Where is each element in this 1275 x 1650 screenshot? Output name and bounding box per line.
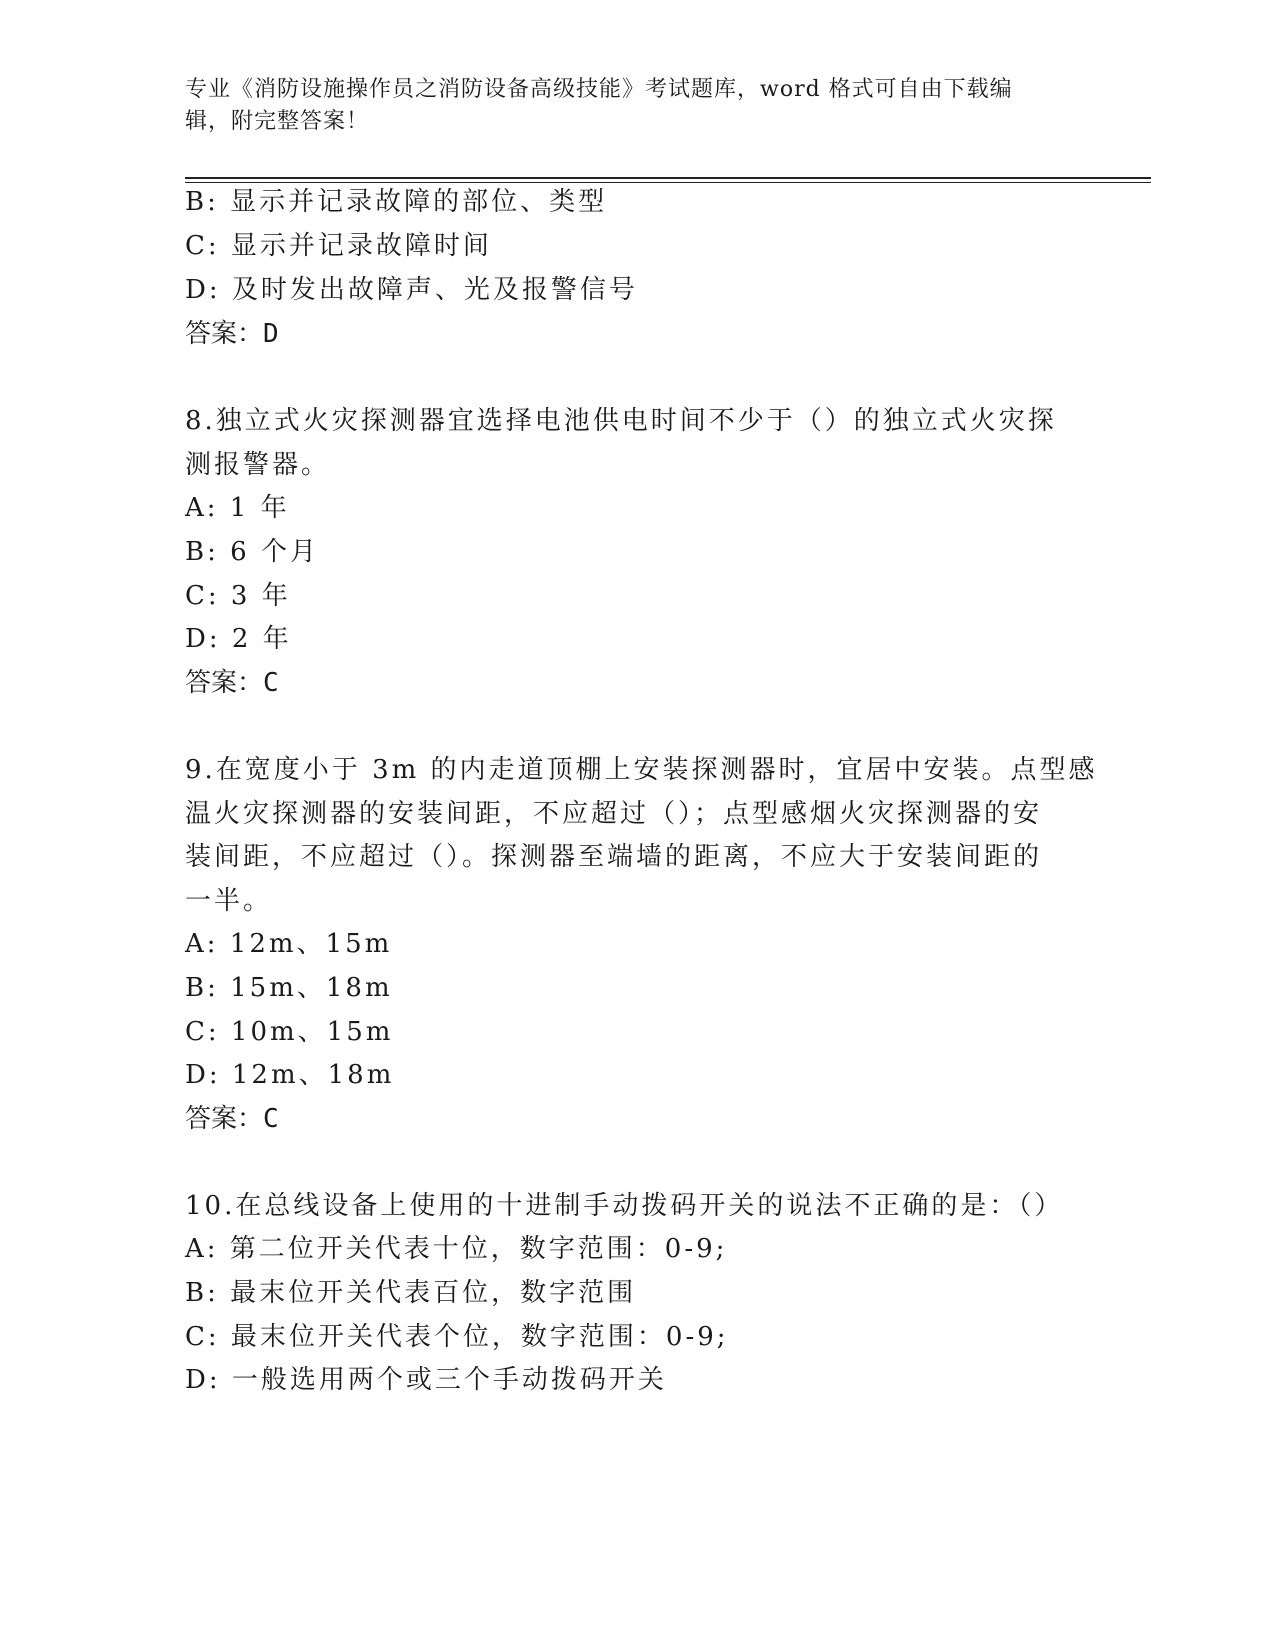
header-line-2: 辑，附完整答案！: [185, 109, 370, 134]
q8-option-a: A: 1 年: [185, 493, 290, 523]
q7-option-d: D: 及时发出故障声、光及报警信号: [185, 275, 638, 305]
q8-stem-line-1: 8.独立式火灾探测器宜选择电池供电时间不少于（）的独立式火灾探: [185, 406, 1057, 436]
q9-stem-line-4: 一半。: [185, 886, 273, 916]
header-divider-thick: [185, 177, 1151, 179]
q7-option-c: C: 显示并记录故障时间: [185, 231, 492, 261]
q7-answer: 答案：D: [185, 319, 279, 349]
q8-stem-line-2: 测报警器。: [185, 450, 331, 480]
q10-stem-line-1: 10.在总线设备上使用的十进制手动拨码开关的说法不正确的是：（）: [185, 1191, 1064, 1221]
q10-option-c: C: 最末位开关代表个位，数字范围：0-9;: [185, 1322, 729, 1352]
q10-option-b: B: 最末位开关代表百位，数字范围: [185, 1278, 637, 1308]
q8-option-b: B: 6 个月: [185, 537, 319, 567]
q10-option-a: A: 第二位开关代表十位，数字范围：0-9;: [185, 1234, 728, 1264]
q9-answer: 答案：C: [185, 1104, 279, 1134]
q9-stem-line-3: 装间距，不应超过（）。探测器至端墙的距离，不应大于安装间距的: [185, 842, 1043, 872]
q7-option-b: B: 显示并记录故障的部位、类型: [185, 187, 608, 217]
q9-option-b: B: 15m、18m: [185, 973, 393, 1003]
header-line-1: 专业《消防设施操作员之消防设备高级技能》考试题库，word 格式可自由下载编: [185, 77, 1013, 102]
q9-stem-line-2: 温火灾探测器的安装间距，不应超过（）；点型感烟火灾探测器的安: [185, 799, 1043, 829]
q8-answer: 答案：C: [185, 668, 279, 698]
q10-option-d: D: 一般选用两个或三个手动拨码开关: [185, 1365, 667, 1395]
header-divider-thin: [185, 182, 1151, 183]
q9-option-d: D: 12m、18m: [185, 1060, 395, 1090]
q9-option-c: C: 10m、15m: [185, 1017, 394, 1047]
q8-option-d: D: 2 年: [185, 624, 292, 654]
q8-option-c: C: 3 年: [185, 581, 291, 611]
document-header: [185, 74, 1065, 138]
q9-option-a: A: 12m、15m: [185, 929, 393, 959]
q9-stem-line-1: 9.在宽度小于 3m 的内走道顶棚上安装探测器时，宜居中安装。点型感: [185, 755, 1098, 785]
